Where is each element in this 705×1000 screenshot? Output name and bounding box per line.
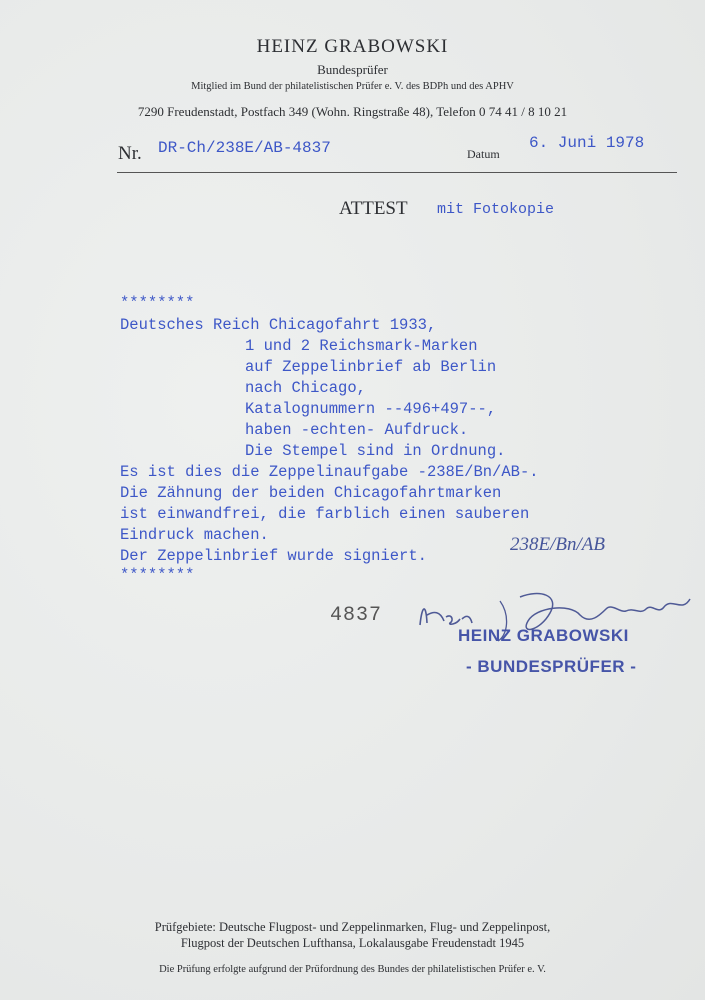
- footer-line: Prüfgebiete: Deutsche Flugpost- und Zeppelinmarken, Flug- und Zeppelinpost,: [154, 920, 551, 934]
- body-line: 1 und 2 Reichsmark-Marken: [245, 337, 478, 355]
- letterhead-membership: Mitglied im Bund der philatelistischen Prüfer e. V. des BDPh und des APHV: [191, 81, 514, 92]
- body-line: Der Zeppelinbrief wurde signiert.: [120, 547, 427, 565]
- body-line: auf Zeppelinbrief ab Berlin: [245, 358, 497, 376]
- header-divider: [117, 172, 677, 173]
- reference-number-label: Nr.: [118, 143, 142, 164]
- footer-note: Die Prüfung erfolgte aufgrund der Prüfordnung des Bundes der philatelistischen Prüfer e. V.: [159, 964, 546, 975]
- certificate-number: 4837: [330, 604, 383, 627]
- body-line: Eindruck machen.: [120, 526, 269, 544]
- attest-subtitle: mit Fotokopie: [437, 201, 555, 218]
- body-line: nach Chicago,: [245, 379, 366, 397]
- body-line: Es ist dies die Zeppelinaufgabe -238E/Bn/AB-.: [120, 463, 539, 481]
- body-line: ********: [120, 294, 195, 312]
- body-line: ist einwandfrei, die farblich einen sauberen: [120, 505, 530, 523]
- letterhead-address: 7290 Freudenstadt, Postfach 349 (Wohn. Ringstraße 48), Telefon 0 74 41 / 8 10 21: [137, 104, 568, 119]
- reference-number: DR-Ch/238E/AB-4837: [158, 139, 331, 157]
- stamp-title: - BUNDESPRÜFER -: [466, 657, 637, 676]
- letterhead-title: Bundesprüfer: [317, 62, 388, 77]
- body-line: Deutsches Reich Chicagofahrt 1933,: [120, 316, 437, 334]
- date-value: 6. Juni 1978: [529, 134, 645, 152]
- letterhead-name: HEINZ GRABOWSKI: [256, 36, 449, 57]
- body-line: haben -echten- Aufdruck.: [245, 421, 469, 439]
- body-line: Die Zähnung der beiden Chicagofahrtmarken: [120, 484, 502, 502]
- body-line: ********: [120, 566, 195, 584]
- footer-line: Flugpost der Deutschen Lufthansa, Lokalausgabe Freudenstadt 1945: [180, 936, 525, 950]
- stamp-name: HEINZ GRABOWSKI: [458, 626, 629, 645]
- attest-title: ATTEST: [339, 198, 408, 219]
- date-label: Datum: [467, 147, 500, 161]
- body-line: Die Stempel sind in Ordnung.: [245, 442, 506, 460]
- body-line: Katalognummern --496+497--,: [245, 400, 497, 418]
- handwritten-mark: 238E/Bn/AB: [510, 534, 605, 555]
